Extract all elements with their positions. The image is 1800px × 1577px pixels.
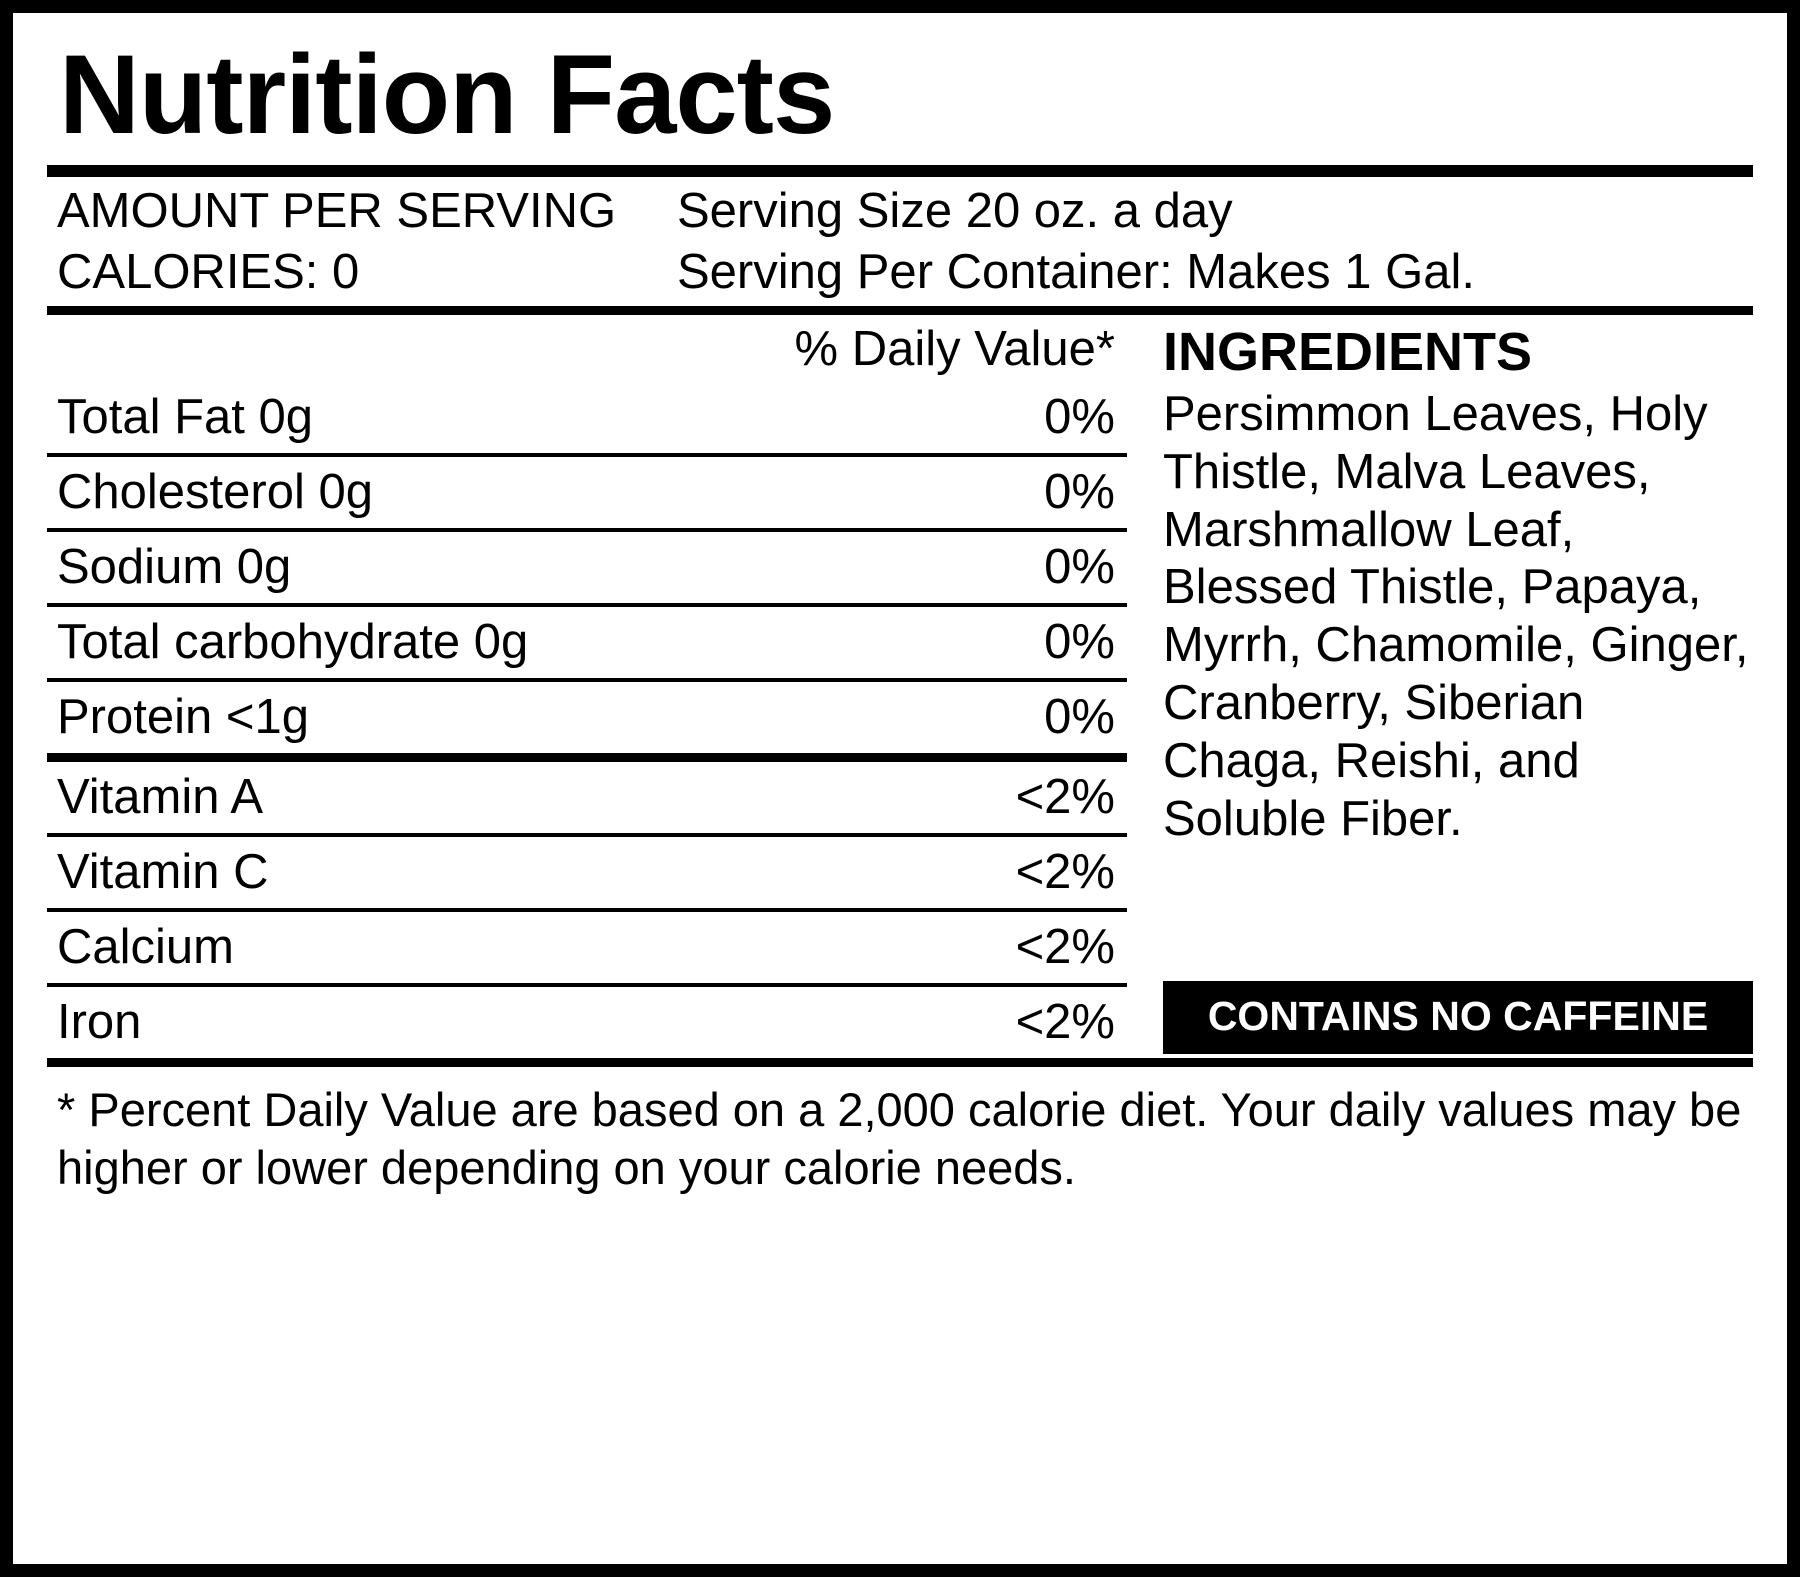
table-row — [47, 912, 1127, 983]
vitamin-name: Vitamin A — [57, 770, 264, 825]
main-content — [47, 315, 1753, 1059]
footnote-text: * Percent Daily Value are based on a 2,000 calorie diet. Your daily values may be higher or lower depending on your calorie needs. — [57, 1083, 1742, 1194]
vitamin-name: Vitamin C — [57, 845, 269, 900]
amount-per-serving-label: AMOUNT PER SERVING — [57, 184, 617, 238]
serving-info — [47, 177, 1753, 306]
nutrient-name: Protein <1g — [57, 690, 309, 745]
vitamin-dv: <2% — [1015, 845, 1115, 900]
nutrient-name: Total carbohydrate 0g — [57, 615, 529, 670]
divider-title — [47, 165, 1753, 177]
label-inner — [13, 13, 1787, 1564]
table-row — [47, 382, 1127, 453]
nutrients-column — [47, 315, 1127, 1059]
ingredients-list: Persimmon Leaves, Holy Thistle, Malva Leaves, Marshmallow Leaf, Blessed Thistle, Papaya, Myrrh, Chamomile, Ginger, Cranberry, Siberian Chaga, Reishi, and Soluble Fiber. — [1163, 386, 1749, 846]
serving-row-2 — [47, 242, 1753, 303]
nutrient-dv: 0% — [1044, 690, 1115, 745]
vitamin-dv: <2% — [1015, 770, 1115, 825]
nutrient-name: Sodium 0g — [57, 540, 292, 595]
ingredients-title: INGREDIENTS — [1163, 321, 1533, 382]
table-row — [47, 987, 1127, 1058]
vitamin-name: Calcium — [57, 920, 234, 975]
table-row — [47, 762, 1127, 833]
serving-row-1 — [47, 181, 1753, 242]
serving-size-value: Serving Size 20 oz. a day — [677, 184, 1233, 238]
servings-per-container-value: Serving Per Container: Makes 1 Gal. — [677, 245, 1475, 300]
table-row — [47, 837, 1127, 908]
table-row — [47, 457, 1127, 528]
table-row — [47, 682, 1127, 753]
vitamin-dv: <2% — [1015, 995, 1115, 1050]
nutrient-dv: 0% — [1044, 615, 1115, 670]
page-title: Nutrition Facts — [59, 32, 835, 157]
nutrient-dv: 0% — [1044, 540, 1115, 595]
table-row — [47, 532, 1127, 603]
status-badge: CONTAINS NO CAFFEINE — [1163, 981, 1753, 1054]
row-divider-thick — [47, 753, 1127, 762]
divider-serving — [47, 306, 1753, 315]
nutrient-name: Cholesterol 0g — [57, 465, 373, 520]
daily-value-header: % Daily Value* — [794, 321, 1115, 376]
nutrient-dv: 0% — [1044, 390, 1115, 445]
calories-value: CALORIES: 0 — [57, 245, 360, 300]
divider-footnote — [47, 1058, 1753, 1067]
vitamin-name: Iron — [57, 995, 142, 1050]
ingredients-column — [1127, 315, 1753, 1059]
vitamin-dv: <2% — [1015, 920, 1115, 975]
nutrient-name: Total Fat 0g — [57, 390, 314, 445]
nutrient-dv: 0% — [1044, 465, 1115, 520]
table-row — [47, 607, 1127, 678]
